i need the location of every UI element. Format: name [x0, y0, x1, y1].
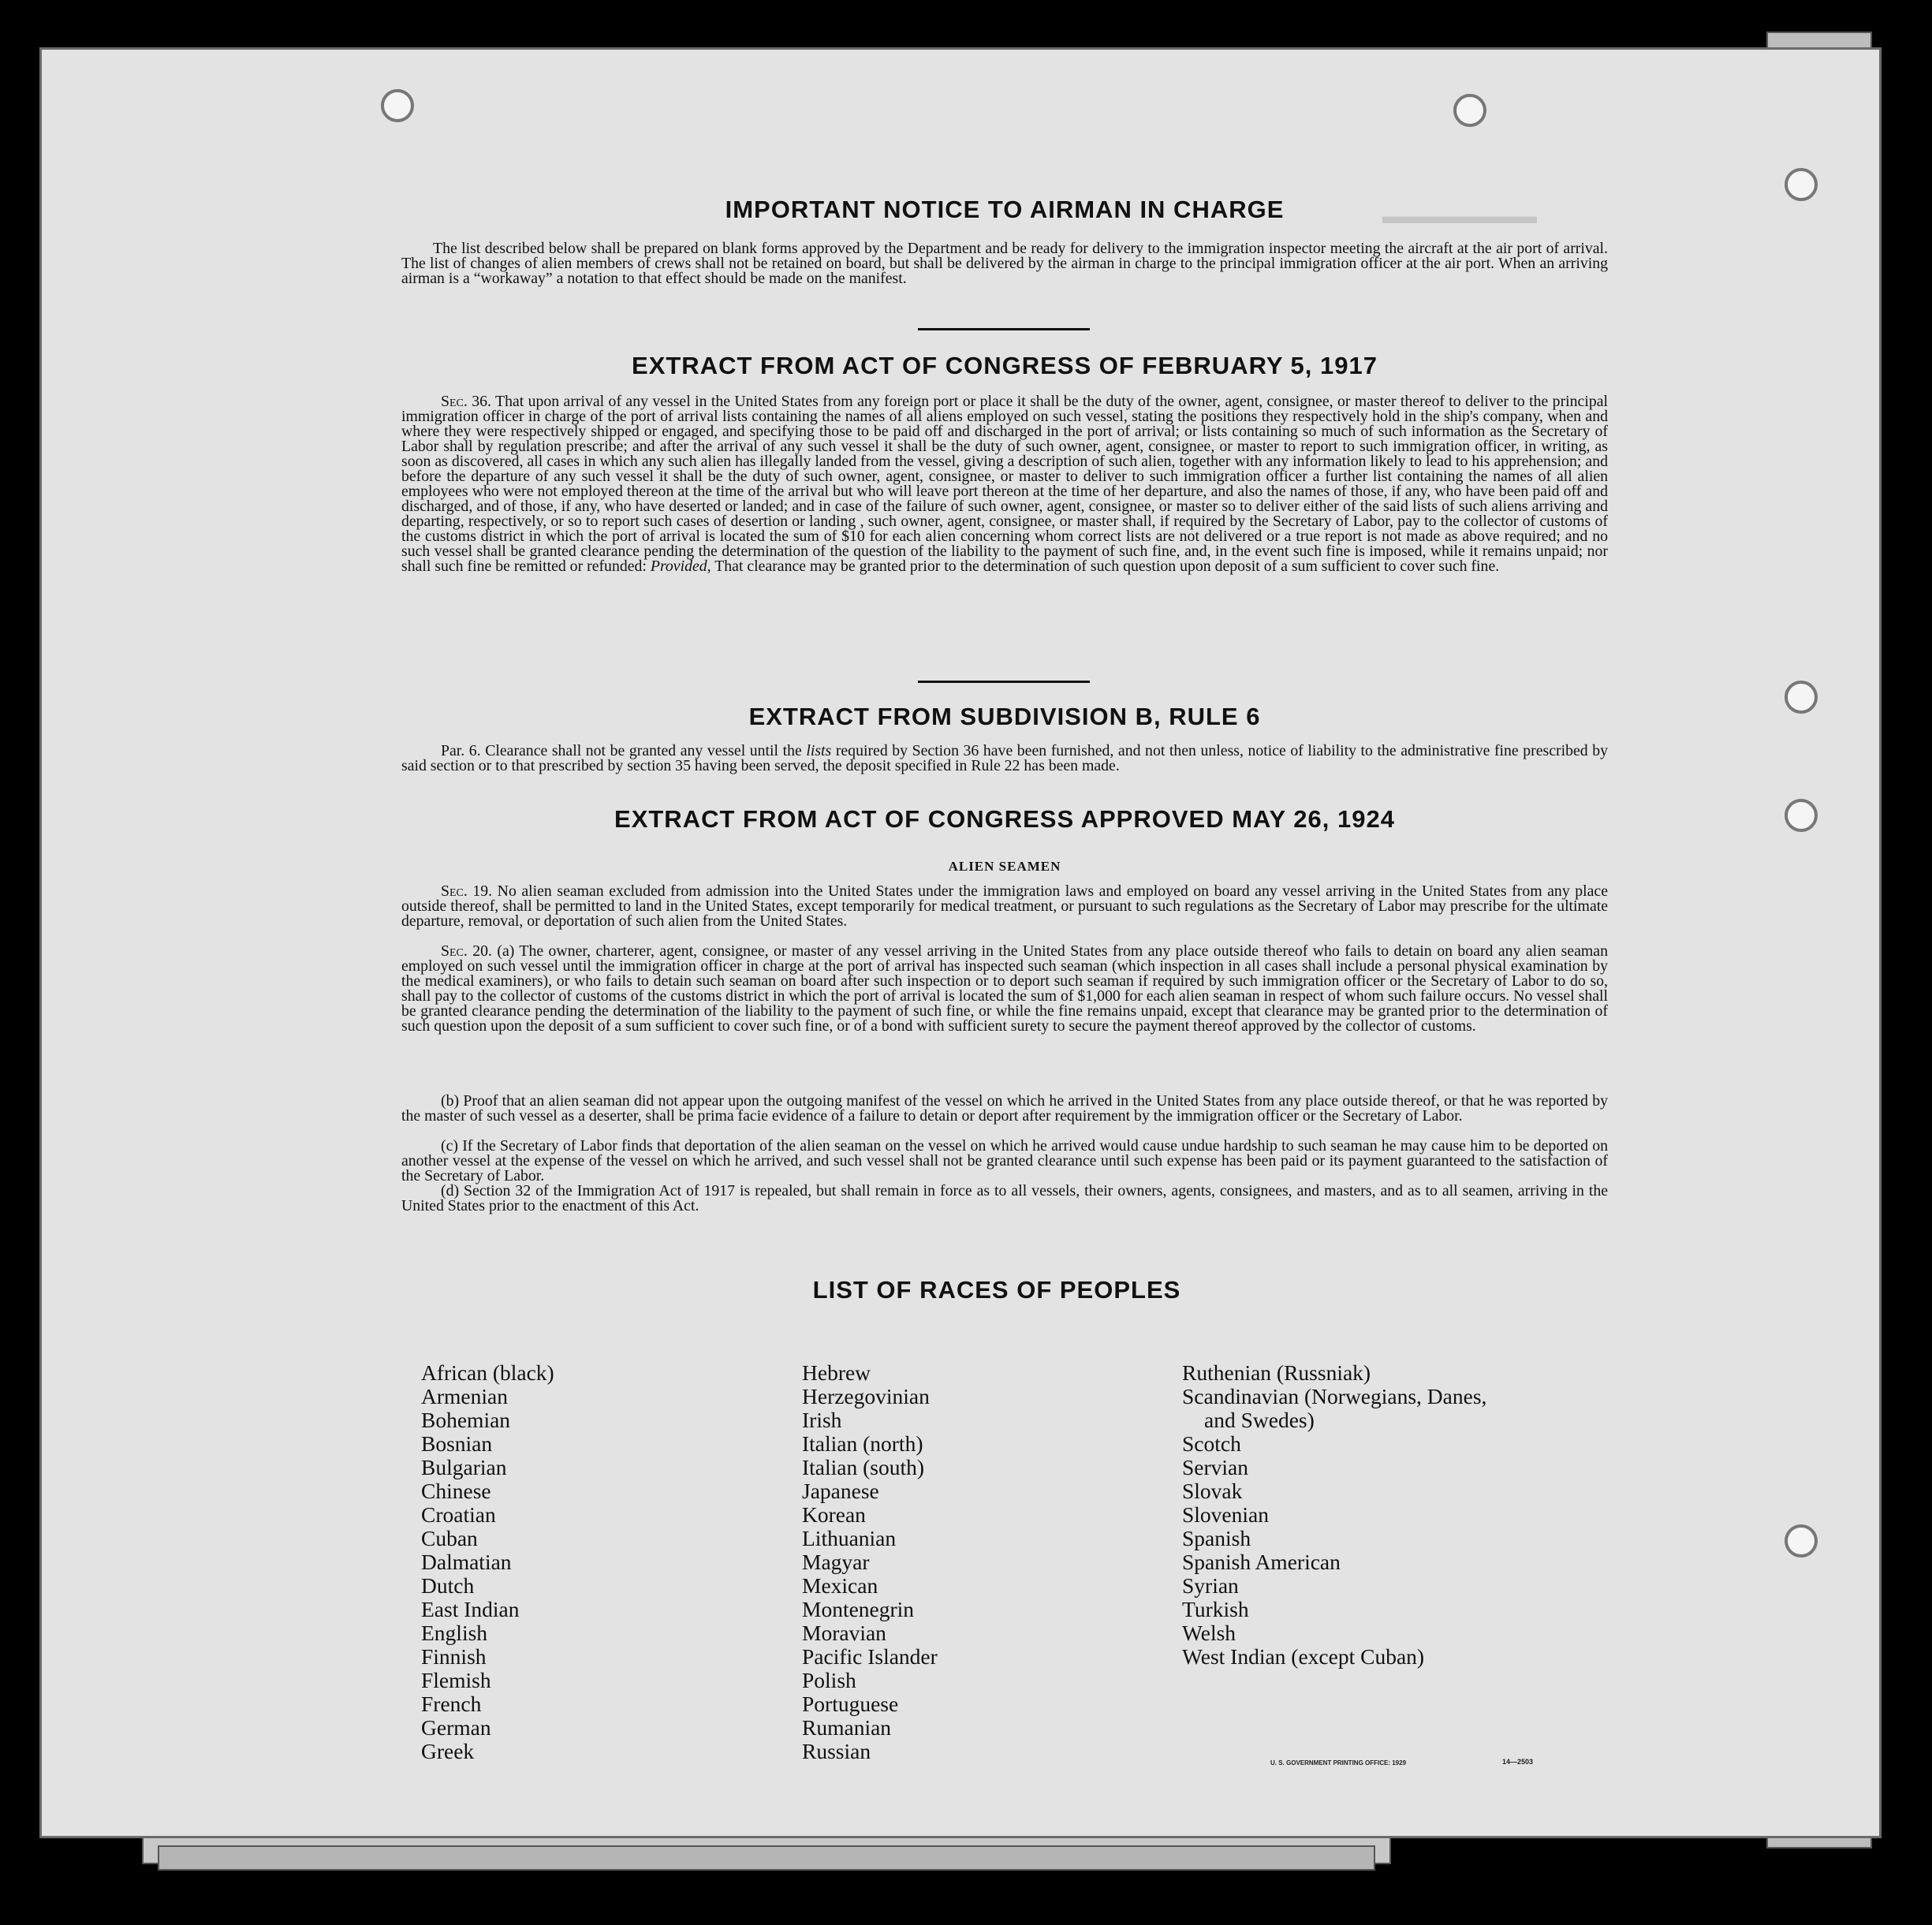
races-column-2 [802, 1361, 938, 1763]
rule-6-text: Par. 6. Clearance shall not be granted any vessel until the [441, 742, 802, 759]
race-item: Lithuanian [802, 1526, 897, 1550]
section-label: Sec. 19. [441, 882, 493, 900]
punch-hole [1785, 1524, 1818, 1558]
races-title: LIST OF RACES OF PEOPLES [812, 1276, 1181, 1304]
race-item: Irish [802, 1408, 842, 1432]
race-item: Korean [802, 1502, 866, 1527]
race-item: Finnish [421, 1644, 487, 1669]
race-item: East Indian [421, 1597, 520, 1621]
punch-hole [381, 89, 414, 122]
sec-20-c-body: (c) If the Secretary of Labor finds that deportation of the alien seaman on the vessel on which he arrived would cause undue hardship to such seaman he may cause him to be deported on another vessel at the expense of the vessel on which he arrived, and such vessel shall not be granted clearance until such expense has been paid or its payment guaranteed to the satisfaction of the Secretary of Labor. [401, 1137, 1608, 1184]
race-item: Dutch [421, 1573, 475, 1598]
race-item: Turkish [1182, 1597, 1249, 1621]
race-item: Italian (north) [802, 1431, 923, 1456]
act-1917-body [401, 394, 1608, 574]
race-item: Bulgarian [421, 1455, 507, 1479]
race-item: Japanese [802, 1479, 879, 1503]
section-label: Sec. 36. [441, 393, 491, 410]
race-item: French [421, 1692, 482, 1716]
form-number: 14—2503 [1502, 1758, 1534, 1766]
sec-20-b-body: (b) Proof that an alien seaman did not appear upon the outgoing manifest of the vessel on which he arrived in the United States from any place outside thereof, or that he was reported by the master of such vessel as a deserter, shall be prima facie evidence of a failure to detain or deport after requirement by the immigration officer or the Secretary of Labor. [401, 1092, 1608, 1125]
punch-hole [1785, 168, 1818, 201]
act-1917-text-end: That clearance may be granted prior to the determination of such question upon deposit of a sum sufficient to cover such fine. [714, 558, 1500, 575]
race-item: African (black) [421, 1360, 554, 1385]
provided-word: Provided, [650, 558, 711, 575]
sec-19-body [401, 884, 1608, 929]
race-item: German [421, 1715, 491, 1740]
race-item: Mexican [802, 1573, 878, 1598]
race-item: Portuguese [802, 1692, 899, 1716]
race-item: Spanish American [1182, 1550, 1341, 1574]
race-item: Bosnian [421, 1431, 493, 1456]
act-1924-title: EXTRACT FROM ACT OF CONGRESS APPROVED MAY 26, 1924 [614, 805, 1395, 833]
sec-20-a-text: (a) The owner, charterer, agent, consignee, or master of any vessel arriving in the United States from any place outside thereof who fails to detain on board any alien seaman employed on such vessel until the immigration officer in charge at the port of arrival has inspected such seaman (which inspection in all cases shall include a personal physical examination by the medical examiners), or who fails to detain such seaman on board after such inspection or to deport such seaman if required by such immigration officer or the Secretary of Labor to do so, shall pay to the collector of customs of the customs district in which the port of arrival is located the sum of $1,000 for each alien seaman in respect of whom such failure occurs. No vessel shall be granted clearance pending the determination of the liability to the payment of such fine, or while the fine remains unpaid, except that clearance may be granted prior to the determination of such question upon the deposit of a sum sufficient to cover such fine, or of a bond with sufficient surety to secure the payment thereof approved by the collector of customs. [401, 942, 1608, 1035]
section-divider [918, 681, 1090, 683]
race-item: Greek [421, 1739, 475, 1763]
race-item: Polish [802, 1668, 856, 1692]
act-1917-text: That upon arrival of any vessel in the United States from any foreign port or place it shall be the duty of the owner, agent, consignee, or master thereof to deliver to the principal immigration officer in charge of the port of arrival lists containing the names of all aliens employed on such vessel, stating the positions they respectively hold in the ship's company, when and where they were respectively shipped or engaged, and specifying those to be paid off and discharged in the port of arrival; or lists containing so much of such information as the Secretary of Labor shall by regulation prescribe; and after the arrival of any such vessel it shall be the duty of such owner, agent, consignee, or master to report to such immigration officer, in writing, as soon as discovered, all cases in which any such alien has illegally landed from the vessel, giving a description of such alien, together with any information likely to lead to his apprehension; and before the departure of any such vessel it shall be the duty of such owner, agent, consignee, or master to deliver to such immigration officer a further list containing the names of all alien employees who were not employed thereon at the time of the arrival but who will leave port thereon at the time of her departure, and also the names of those, if any, who have been paid off and discharged, and of those, if any, who have deserted or landed; and in case of the failure of such owner, agent, consignee, or master so to deliver either of the said lists of such aliens arriving and departing, respectively, or so to report such cases of desertion or landing , such owner, agent, consignee, or master shall, if required by the Secretary of Labor, pay to the collector of customs of the customs district in which the port of arrival is located the sum of $10 for each alien concerning whom correct lists are not delivered or a true report is not made as above required; and no such vessel shall be granted clearance pending the determination of the question of the liability to the payment of such fine, and, in the event such fine is imposed, while it remains unpaid; nor shall such fine be remitted or refunded: [401, 393, 1608, 575]
race-item: West Indian (except Cuban) [1182, 1644, 1425, 1669]
race-item: Italian (south) [802, 1455, 925, 1479]
race-item: Croatian [421, 1502, 496, 1527]
punch-hole [1785, 681, 1818, 714]
race-item: Syrian [1182, 1573, 1239, 1598]
rule-6-title: EXTRACT FROM SUBDIVISION B, RULE 6 [748, 703, 1261, 730]
race-item: Magyar [802, 1550, 870, 1574]
lists-word: lists [806, 742, 832, 759]
races-column-1 [421, 1361, 554, 1763]
race-item: Montenegrin [802, 1597, 915, 1621]
bleed-through-mark: ▬▬▬▬▬▬▬ [1382, 203, 1537, 228]
section-divider [918, 328, 1090, 330]
race-item: Slovak [1182, 1479, 1243, 1503]
race-item: Pacific Islander [802, 1644, 938, 1669]
race-item: Ruthenian (Russniak) [1182, 1360, 1371, 1385]
alien-seamen-subtitle: ALIEN SEAMEN [948, 859, 1061, 874]
race-item: Chinese [421, 1479, 491, 1503]
notice-body: The list described below shall be prepared on blank forms approved by the Department and be ready for delivery to the immigration inspector meeting the aircraft at the air port of arrival. The list of changes of alien members of crews shall not be retained on board, but shall be delivered by the airman in charge to the principal immigration officer at the air port. When an arriving airman is a “workaway” a notation to that effect should be made on the manifest. [401, 240, 1608, 287]
sec-19-text: No alien seaman excluded from admission into the United States under the immigration laws and employed on board any vessel arriving in the United States from any place outside thereof, shall be permitted to land in the United States, except temporarily for medical treatment, or pursuant to such regulations as the Secretary of Labor may prescribe for the ultimate departure, removal, or deportation of such alien from the United States. [401, 882, 1608, 930]
race-item: Slovenian [1182, 1502, 1269, 1527]
race-item: Servian [1182, 1455, 1249, 1479]
section-label: Sec. 20. [441, 942, 492, 960]
rule-6-body [401, 744, 1608, 774]
race-item: Armenian [421, 1384, 508, 1408]
race-item: Russian [802, 1739, 871, 1763]
race-item: Cuban [421, 1526, 478, 1550]
race-item: Hebrew [802, 1360, 871, 1385]
race-item: Spanish [1182, 1526, 1251, 1550]
race-item: Flemish [421, 1668, 491, 1692]
race-item: Scotch [1182, 1431, 1241, 1456]
back-page-bottom-2 [158, 1845, 1375, 1871]
race-item-continuation: and Swedes) [1204, 1408, 1315, 1432]
rule-6-text-end: required by Section 36 have been furnished, and not then unless, notice of liability to the administrative fine prescribed by said section or to that prescribed by section 35 having been served, the deposit specified in Rule 22 has been made. [401, 742, 1608, 774]
race-item: Herzegovinian [802, 1384, 930, 1408]
printer-imprint: U. S. GOVERNMENT PRINTING OFFICE: 1929 [1270, 1759, 1407, 1766]
race-item: Dalmatian [421, 1550, 512, 1574]
races-column-3 [1182, 1361, 1486, 1669]
race-item: Scandinavian (Norwegians, Danes, [1182, 1384, 1487, 1408]
sec-20-d-body: (d) Section 32 of the Immigration Act of 1917 is repealed, but shall remain in force as to all vessels, their owners, agents, consignees, and masters, and as to all seamen, arriving in the United States prior to the enactment of this Act. [401, 1182, 1608, 1214]
race-item: Welsh [1182, 1621, 1236, 1645]
race-item: English [421, 1621, 488, 1645]
race-item: Rumanian [802, 1715, 892, 1740]
punch-hole [1785, 799, 1818, 832]
act-1917-title: EXTRACT FROM ACT OF CONGRESS OF FEBRUARY 5, 1917 [632, 352, 1378, 379]
sec-20-a-body [401, 944, 1608, 1034]
document-page [39, 47, 1882, 1838]
race-item: Bohemian [421, 1408, 511, 1432]
race-item: Moravian [802, 1621, 886, 1645]
notice-title: IMPORTANT NOTICE TO AIRMAN IN CHARGE [725, 196, 1285, 223]
punch-hole [1453, 94, 1486, 127]
